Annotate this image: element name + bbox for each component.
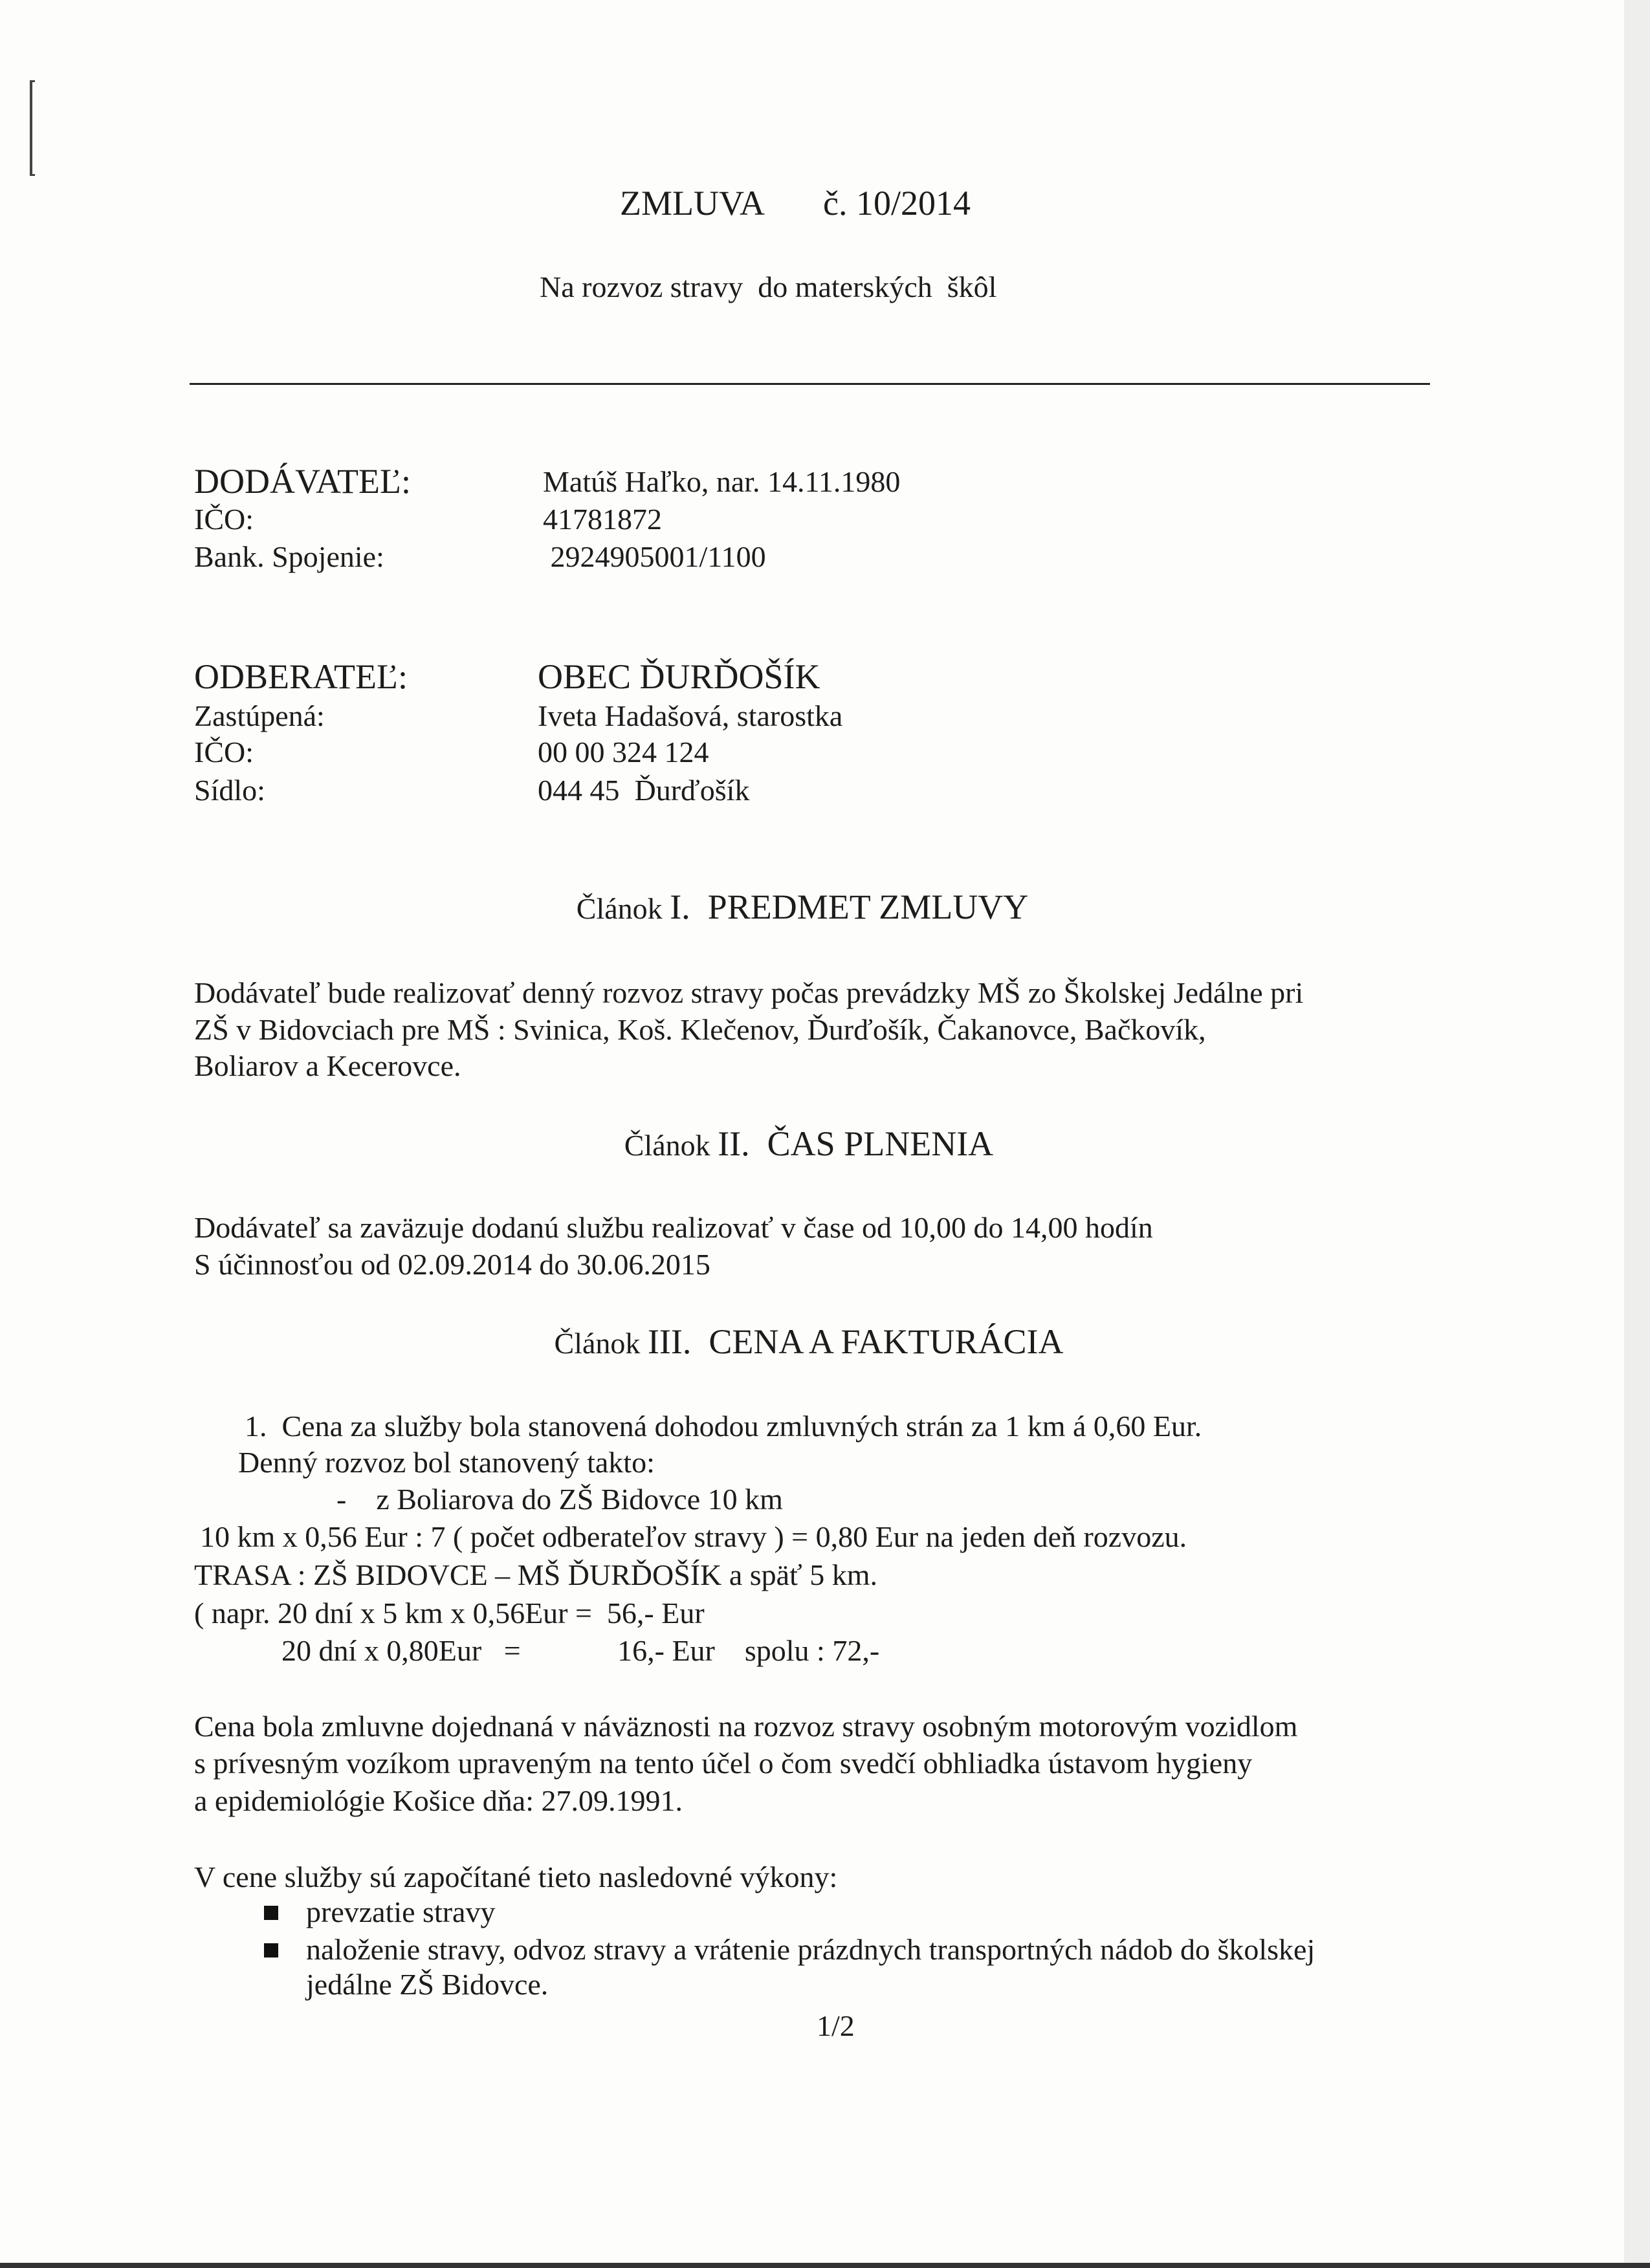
customer-rep: Iveta Hadašová, starostka [538, 699, 843, 732]
article-2-line: S účinnosťou od 02.09.2014 do 30.06.2015 [194, 1248, 710, 1281]
price-paragraph-line: s prívesným vozíkom upraveným na tento účel o čom svedčí obhliadka ústavom hygieny [194, 1747, 1253, 1780]
bullet-square-icon [264, 1943, 278, 1957]
divider [190, 383, 1430, 385]
bullet-square-icon [264, 1906, 278, 1920]
scan-mark [30, 80, 36, 176]
scan-bottom-edge [0, 2263, 1650, 2268]
calc-line: TRASA : ZŠ BIDOVCE – MŠ ĎURĎOŠÍK a späť 5 km. [194, 1558, 878, 1591]
supplier-bank-label: Bank. Spojenie: [194, 540, 384, 573]
calc-line: ( napr. 20 dní x 5 km x 0,56Eur = 56,- Eur [194, 1597, 705, 1630]
customer-ico: 00 00 324 124 [538, 736, 709, 769]
customer-name: OBEC ĎURĎOŠÍK [538, 657, 820, 696]
article-2-heading: Článok II. ČAS PLNENIA [624, 1124, 994, 1163]
calc-line: 1. Cena za služby bola stanovená dohodou zmluvných strán za 1 km á 0,60 Eur. [245, 1410, 1202, 1443]
supplier-name: Matúš Haľko, nar. 14.11.1980 [543, 465, 901, 498]
supplier-ico-label: IČO: [194, 503, 254, 536]
supplier-ico: 41781872 [543, 503, 662, 536]
price-paragraph-line: a epidemiológie Košice dňa: 27.09.1991. [194, 1784, 683, 1817]
article-2-line: Dodávateľ sa zaväzuje dodanú službu realizovať v čase od 10,00 do 14,00 hodín [194, 1211, 1153, 1244]
customer-rep-label: Zastúpená: [194, 699, 325, 732]
customer-seat: 044 45 Ďurďošík [538, 774, 750, 807]
supplier-bank: 2924905001/1100 [543, 540, 766, 573]
price-paragraph-line: Cena bola zmluvne dojednaná v náväznosti na rozvoz stravy osobným motorovým vozidlom [194, 1710, 1298, 1743]
doc-subtitle: Na rozvoz stravy do materských škôl [540, 270, 997, 303]
service-item: naloženie stravy, odvoz stravy a vrátenie prázdnych transportných nádob do školskej [306, 1933, 1315, 1966]
calc-line: 20 dní x 0,80Eur = 16,- Eur spolu : 72,- [281, 1634, 880, 1667]
calc-line: - z Boliarova do ZŠ Bidovce 10 km [336, 1483, 783, 1516]
article-3-heading: Článok III. CENA A FAKTURÁCIA [554, 1322, 1064, 1361]
article-1-line: Dodávateľ bude realizovať denný rozvoz stravy počas prevádzky MŠ zo Školskej Jedálne pri [194, 976, 1304, 1009]
article-1-line: ZŠ v Bidovciach pre MŠ : Svinica, Koš. Klečenov, Ďurďošík, Čakanovce, Bačkovík, [194, 1013, 1206, 1046]
calc-line: Denný rozvoz bol stanovený takto: [238, 1446, 655, 1479]
doc-number: č. 10/2014 [823, 184, 971, 223]
doc-title: ZMLUVA [620, 184, 765, 223]
calc-line: 10 km x 0,56 Eur : 7 ( počet odberateľov stravy ) = 0,80 Eur na jeden deň rozvozu. [200, 1520, 1187, 1553]
customer-seat-label: Sídlo: [194, 774, 265, 807]
scan-edge [1624, 0, 1650, 2268]
customer-heading: ODBERATEĽ: [194, 657, 408, 696]
customer-ico-label: IČO: [194, 736, 254, 769]
services-intro: V cene služby sú započítané tieto nasledovné výkony: [194, 1860, 838, 1893]
service-item-continued: jedálne ZŠ Bidovce. [306, 1968, 549, 2001]
service-item: prevzatie stravy [306, 1895, 496, 1928]
page-number: 1/2 [817, 2009, 855, 2042]
article-1-line: Boliarov a Kecerovce. [194, 1049, 461, 1082]
article-1-heading: Článok I. PREDMET ZMLUVY [576, 888, 1029, 926]
supplier-heading: DODÁVATEĽ: [194, 462, 411, 501]
